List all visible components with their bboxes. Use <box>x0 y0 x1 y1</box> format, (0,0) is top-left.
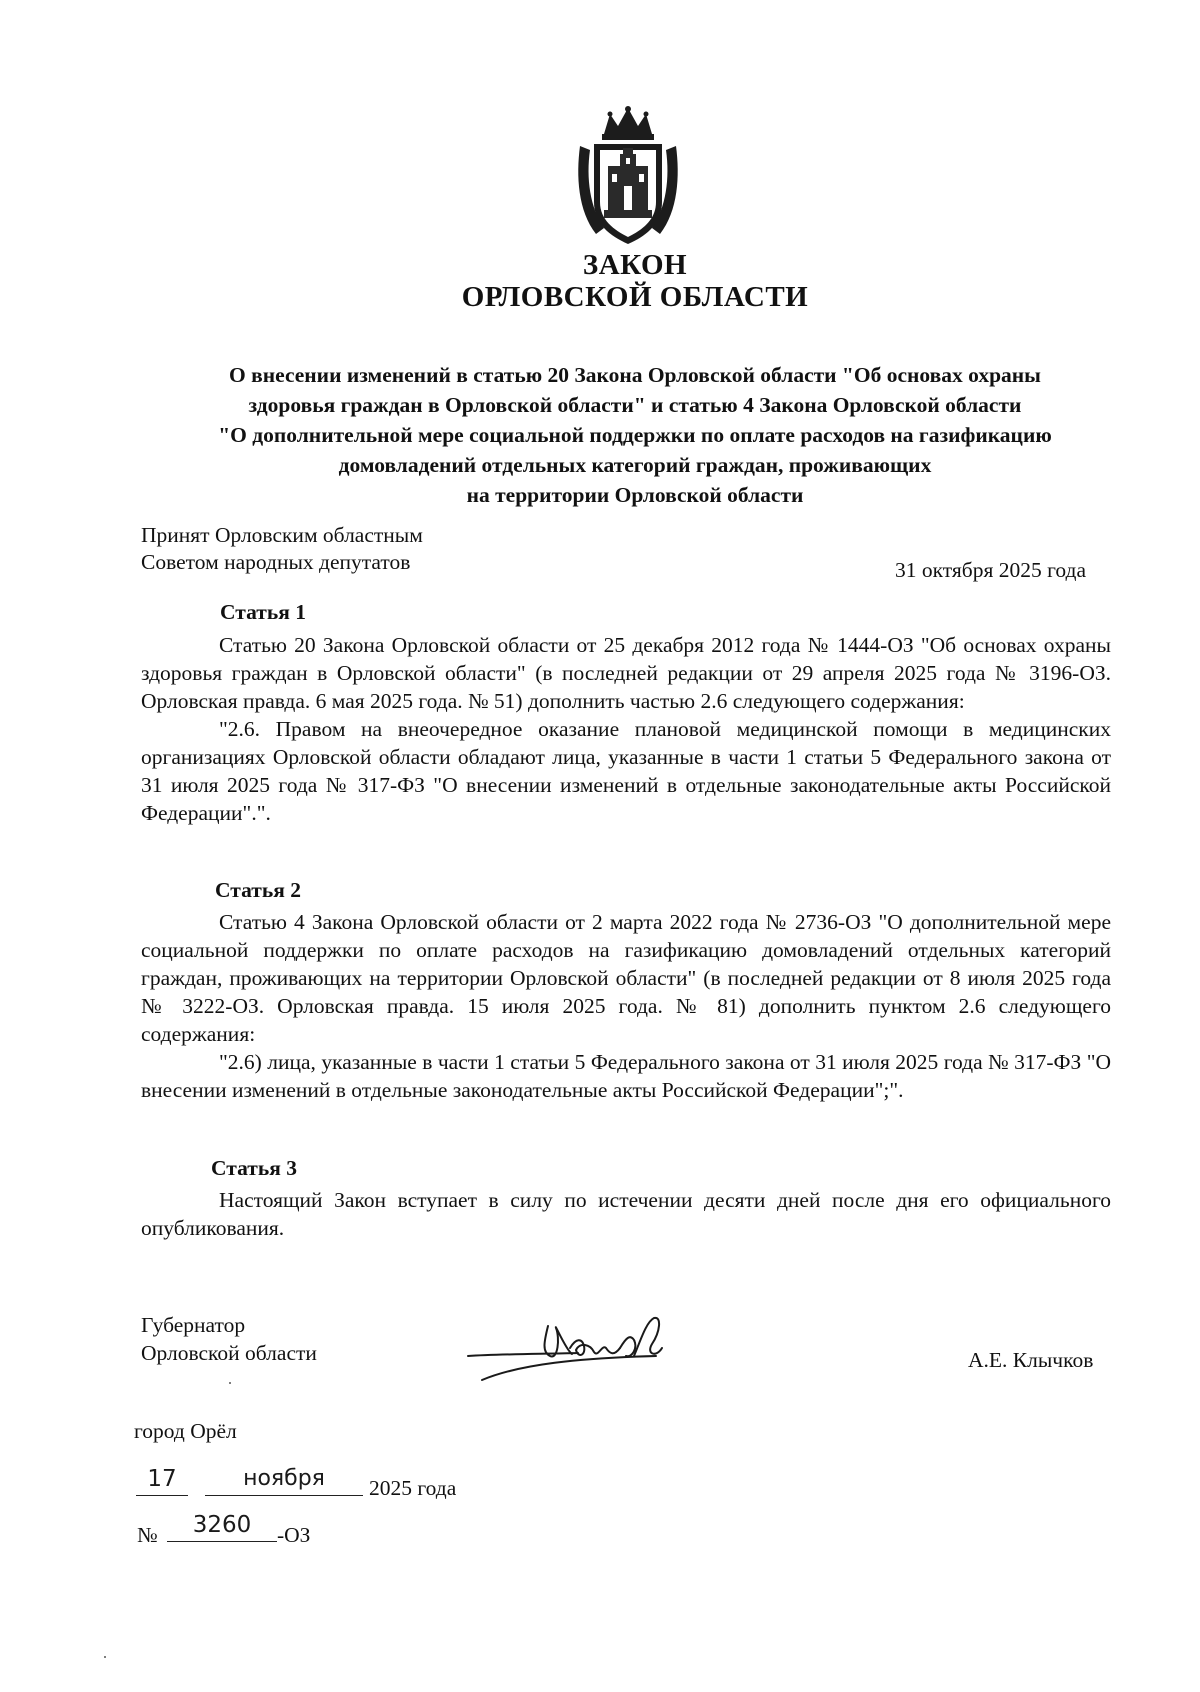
subtitle-line: "О дополнительной мере социальной поддержки по оплате расходов на газификацию <box>218 423 1052 447</box>
subtitle-line: домовладений отдельных категорий граждан, проживающих <box>338 453 932 477</box>
signing-month: ноября <box>205 1466 363 1496</box>
article-1-paragraph-1: Статью 20 Закона Орловской области от 25 декабря 2012 года № 1444-ОЗ "Об основах охраны здоровья граждан в Орловской области" (в последней редакции от 29 апреля 2025 года № 3196-ОЗ. Орловская правда. 6 мая 2025 года. № 51) дополнить частью 2.6 следующего содержания: <box>141 633 1111 713</box>
governor-name: А.Е. Клычков <box>968 1348 1094 1372</box>
document-title-line1: ЗАКОН <box>582 249 688 281</box>
scan-speck <box>229 1382 231 1384</box>
document-title-line2: ОРЛОВСКОЙ ОБЛАСТИ <box>461 281 809 313</box>
law-number-suffix: -ОЗ <box>277 1523 311 1547</box>
article-3-heading: Статья 3 <box>211 1156 297 1180</box>
subtitle-line: здоровья граждан в Орловской области" и статью 4 Закона Орловской области <box>248 393 1022 417</box>
article-1-paragraph-2: "2.6. Правом на внеочередное оказание плановой медицинской помощи в медицинских организациях Орловской области обладают лица, указанные в части 1 статьи 5 Федерального закона от 31 июля 2025 года № 317-ФЗ "О внесении изменений в отдельные законодательные акты Российской Федерации".". <box>141 717 1111 825</box>
article-2-paragraph-1: Статью 4 Закона Орловской области от 2 марта 2022 года № 2736-ОЗ "О дополнительной мере социальной поддержки по оплате расходов на газификацию домовладений отдельных категорий граждан, проживающих на территории Орловской области" (в последней редакции от 8 июля 2025 года № 3222-ОЗ. Орловская правда. 15 июля 2025 года. № 81) дополнить пунктом 2.6 следующего содержания: <box>141 910 1111 1046</box>
signing-day: 17 <box>136 1466 188 1496</box>
law-number: 3260 <box>167 1512 277 1542</box>
article-2-body <box>141 908 1111 1104</box>
governor-signature <box>460 1298 690 1398</box>
coat-of-arms-emblem <box>574 106 682 248</box>
scan-speck <box>104 1656 106 1658</box>
city-name: город Орёл <box>134 1419 237 1443</box>
article-2-paragraph-2: "2.6) лица, указанные в части 1 статьи 5 Федерального закона от 31 июля 2025 года № 317-ФЗ "О внесении изменений в отдельные законодательные акты Российской Федерации";". <box>141 1050 1111 1102</box>
adoption-body-line1: Принят Орловским областным <box>141 523 423 547</box>
law-number-label: № <box>137 1523 158 1547</box>
adoption-body-line2: Советом народных депутатов <box>141 550 411 574</box>
governor-title-line2: Орловской области <box>141 1341 317 1365</box>
subtitle-line: на территории Орловской области <box>466 483 804 507</box>
article-3-paragraph-1: Настоящий Закон вступает в силу по истечении десяти дней после дня его официального опубликования. <box>141 1188 1111 1240</box>
signing-year: 2025 года <box>369 1476 457 1500</box>
article-1-body <box>141 631 1111 827</box>
governor-title-line1: Губернатор <box>141 1313 246 1337</box>
adoption-date: 31 октября 2025 года <box>895 558 1087 582</box>
subtitle-line: О внесении изменений в статью 20 Закона Орловской области "Об основах охраны <box>229 363 1041 387</box>
article-2-heading: Статья 2 <box>215 878 301 902</box>
article-3-body <box>141 1186 1111 1242</box>
article-1-heading: Статья 1 <box>220 600 306 624</box>
document-subtitle <box>150 360 1120 510</box>
